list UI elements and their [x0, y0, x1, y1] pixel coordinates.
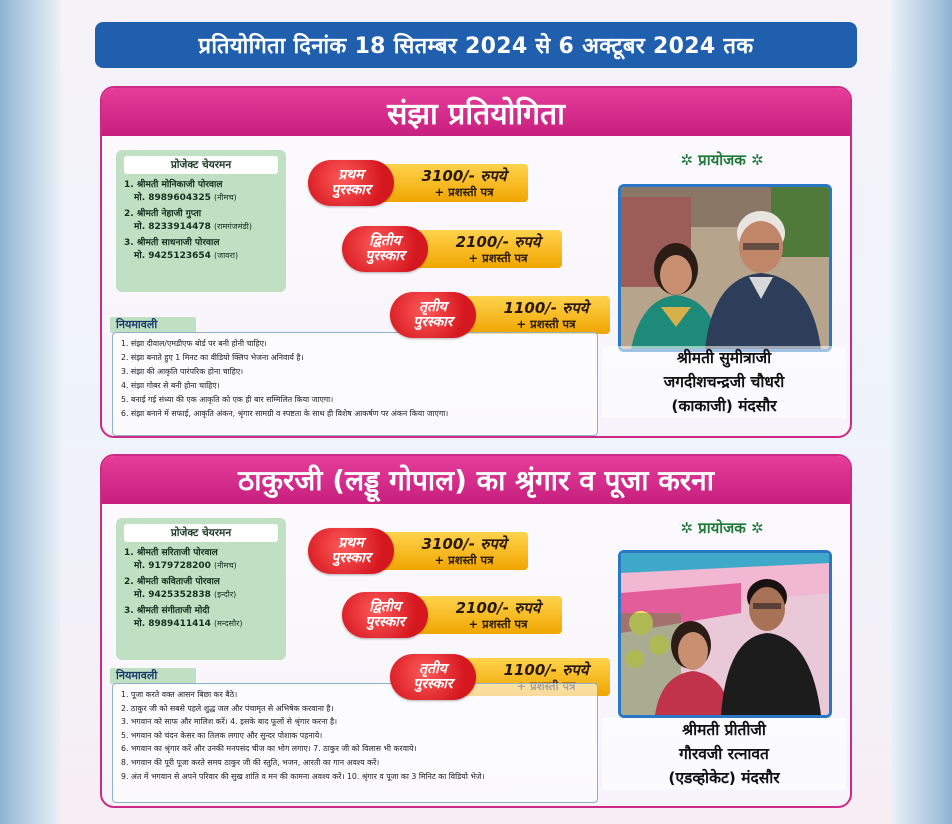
chairman-member: 2. श्रीमती नेहाजी गुप्ता मो. 8233914478 (रामगंजमंडी): [124, 209, 252, 232]
sponsor-photo-image: [621, 187, 829, 349]
date-banner: प्रतियोगिता दिनांक 18 सितम्बर 2024 से 6 अक्टूबर 2024 तक: [95, 22, 857, 68]
prize-rank-badge: प्रथम पुरस्कार: [308, 528, 394, 574]
chairman-member: 3. श्रीमती संगीताजी मोदी मो. 8989411414 (मन्दसौर): [124, 606, 243, 629]
prize-rank-badge: तृतीय पुरस्कार: [390, 654, 476, 700]
section-thakurji: [100, 454, 852, 808]
rule-item: 6. भगवान का श्रृंगार करें और उनकी मनपसंद चीज का भोग लगाए। 7. ठाकुर जी को विलास भी करवाये।: [121, 744, 417, 754]
project-chairman-box: [116, 150, 286, 292]
rule-item: 6. संझा बनाने में सफाई, आकृति अंकन, श्रृंगार सामग्री व स्पष्टता के साथ ही विशेष आकर्षण पर अंकन किया जाएगा।: [121, 409, 449, 418]
section-title: संझा प्रतियोगिता: [102, 88, 850, 136]
rule-item: 3. भगवान को साफ और मालिश करें। 4. इसके बाद फूलों से श्रृंगार करना है।: [121, 717, 338, 727]
sponsor-label: ✲ प्रायोजक ✲: [680, 519, 764, 537]
prize-rank-badge: द्वितीय पुरस्कार: [342, 226, 428, 272]
prize-second: [342, 226, 562, 272]
prize-amount-box: 2100/- रुपये + प्रशस्ती पत्र: [408, 596, 562, 634]
rules-heading: नियमावली: [110, 668, 196, 684]
sponsor-name: श्रीमती सुमीत्राजी जगदीशचन्द्रजी चौधरी (काकाजी) मंदसौर: [602, 346, 846, 418]
rules-list: [112, 683, 598, 803]
prize-rank-badge: तृतीय पुरस्कार: [390, 292, 476, 338]
prize-amount-box: 2100/- रुपये + प्रशस्ती पत्र: [408, 230, 562, 268]
prize-rank-badge: प्रथम पुरस्कार: [308, 160, 394, 206]
chairman-member: 1. श्रीमती सरिताजी पोरवाल मो. 9179728200 (नीमच): [124, 548, 237, 571]
prize-rank-badge: द्वितीय पुरस्कार: [342, 592, 428, 638]
rule-item: 8. भगवान की पूरी पूजा करते समय ठाकुर जी की स्तुति, भजन, आरती का गान अवश्य करें।: [121, 757, 380, 767]
prize-amount-box: 1100/- रुपये: [456, 658, 610, 696]
sponsor-name: श्रीमती प्रीतीजी गौरवजी रत्नावत (एडव्होकेट) मंदसौर: [602, 718, 846, 790]
prize-amount-box: 1100/- रुपये + प्रशस्ती पत्र: [456, 296, 610, 334]
sponsor-label: ✲ प्रायोजक ✲: [680, 151, 764, 169]
rule-item: 5. बनाई गई संध्या की एक आकृति को एक ही बार सम्मिलित किया जाएगा।: [121, 395, 334, 404]
sponsor-photo-image: [621, 553, 829, 715]
rule-item: 1. संझा दीवाल/एमडीएफ बोर्ड पर बनी होनी चाहिए।: [121, 339, 267, 348]
sponsor-photo: [618, 550, 832, 718]
chairman-heading: प्रोजेक्ट चेयरमन: [124, 524, 278, 542]
prize-amount-box: 3100/- रुपये + प्रशस्ती पत्र: [374, 532, 528, 570]
prize-amount-box: 3100/- रुपये + प्रशस्ती पत्र: [374, 164, 528, 202]
rules-heading: नियमावली: [110, 317, 196, 333]
prize-second: [342, 592, 562, 638]
rules-list: [112, 332, 598, 436]
rule-item: 2. संझा बनाते हुए 1 मिनट का वीडियो क्लिप भेजना अनिवार्य है।: [121, 353, 304, 362]
chairman-member: 3. श्रीमती साधनाजी पोरवाल मो. 9425123654 (जावरा): [124, 238, 239, 261]
rule-item: 1. पूजा करते वक्त आसन बिछा कर बैठे।: [121, 690, 238, 699]
project-chairman-box: [116, 518, 286, 660]
prize-first: [308, 528, 528, 574]
rule-item: 3. संझा की आकृति पारंपरिक होना चाहिए।: [121, 367, 244, 376]
rule-item: 5. भगवान को चंदन केसर का तिलक लगाए और सुन्दर पोशाक पहनाये।: [121, 730, 323, 740]
section-title: ठाकुरजी (लड्डू गोपाल) का श्रृंगार व पूजा करना: [102, 456, 850, 504]
rule-item: 9. अंत में भगवान से अपने परिवार की सुख शांति व मन की कामना अवश्य करें। 10. श्रृंगार व पूजा का 3 मिनिट का विडियो भेजे।: [121, 771, 485, 781]
rule-item: 4. संझा गोबर से बनी होना चाहिए।: [121, 381, 220, 390]
chairman-heading: प्रोजेक्ट चेयरमन: [124, 156, 278, 174]
sponsor-photo: [618, 184, 832, 352]
chairman-member: 1. श्रीमती मोनिकाजी पोरवाल मो. 8989604325 (नीमच): [124, 180, 237, 203]
rule-item: 2. ठाकुर जी को सबसे पहले शुद्ध जल और पंचामृत से अभिषेक करवाना है।: [121, 703, 334, 713]
prize-first: [308, 160, 528, 206]
chairman-member: 2. श्रीमती कविताजी पोरवाल मो. 9425352838 (इन्दौर): [124, 577, 237, 600]
section-sanjha: [100, 86, 852, 438]
